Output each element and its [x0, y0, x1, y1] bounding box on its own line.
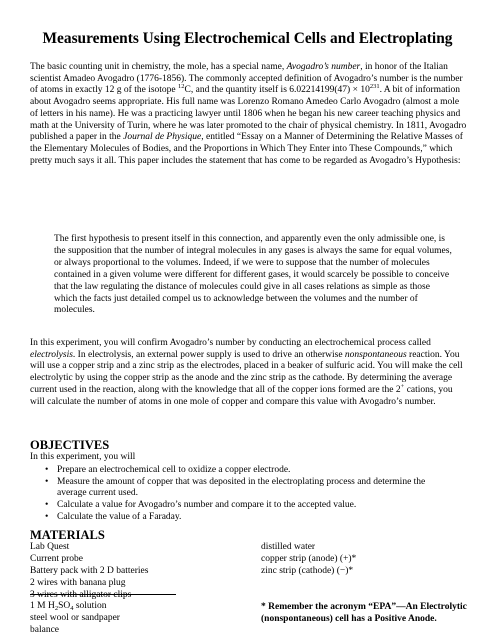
acid-subscript-1: 2 — [54, 605, 59, 613]
objective-text: Measure the amount of copper that was deposited in the electroplating process and determine the average current used. — [57, 476, 426, 499]
quote-text: The first hypothesis to present itself in this connection, and apparently even the only admissible one, is the supposition that the number of integral molecules in any gases is always the same for equal volumes, or always proportional to the volumes. Indeed, if we were to suppose that the number of molecules contained in a given volume were different for different gases, it would scarcely be possible to conceive that the law regulating the distance of molecules could give in all cases relations as simple as those which the facts just detailed compel us to acknowledge between the volumes and the number of molecules. — [54, 234, 452, 316]
list-item — [30, 465, 455, 477]
avogadro-term: Avogadro’s number — [286, 62, 361, 72]
list-item: steel wool or sandpaper — [30, 613, 120, 624]
list-item — [30, 601, 148, 613]
list-item: Battery pack with 2 D batteries — [30, 565, 149, 576]
list-item: 3 wires with alligator clips — [30, 589, 132, 600]
experiment-text-4: cations, you will calculate the number of atoms in one mole of copper and compare this value with Avogadro’s number. — [30, 384, 453, 407]
materials-heading: MATERIALS — [30, 528, 105, 542]
experiment-paragraph — [30, 338, 468, 408]
acid-text-2: SO — [58, 601, 71, 612]
intro-paragraph — [30, 62, 468, 167]
objectives-list — [30, 465, 455, 524]
list-item — [30, 477, 455, 500]
footnote-marker[interactable]: 1 — [376, 83, 380, 91]
list-item: 2 wires with banana plug — [30, 577, 126, 588]
materials-right-column — [261, 542, 356, 578]
footnote-separator — [30, 594, 176, 595]
acid-text-1: 1 M H — [30, 601, 55, 612]
isotope-superscript: 12 — [178, 83, 185, 91]
experiment-text-2: . In electrolysis, an external power supply is used to drive an otherwise — [72, 349, 345, 360]
list-item: distilled water — [261, 542, 316, 552]
intro-text-2: , in honor of the Italian scientist Amadeo Avogadro (1776-1856). The commonly accepted definition of Avogadro’s number is the number of atoms in exactly 12 g of the isotope — [30, 62, 463, 96]
page-title: Measurements Using Electrochemical Cells and Electroplating — [42, 30, 453, 47]
list-item: Current probe — [30, 553, 84, 564]
objective-text: Calculate a value for Avogadro’s number and compare it to the accepted value. — [57, 500, 357, 511]
list-item: Lab Quest — [30, 542, 70, 552]
acid-subscript-2: 4 — [70, 605, 74, 613]
experiment-text-1: In this experiment, you will confirm Avogadro’s number by conducting an electrochemical process called — [30, 338, 431, 348]
acid-text-3: solution — [73, 601, 107, 612]
experiment-text-3: reaction. You will use a copper strip and a zinc strip as the electrodes, placed in a beaker of sulfuric acid. You will make the cell electrolytic by using the copper strip as the anode and the zinc strip as the cathode. By determining the average current used in the reaction, along with the knowledge that all of the copper ions formed are the 2 — [30, 349, 463, 395]
bullet-icon: • — [45, 476, 49, 487]
bullet-icon: • — [45, 511, 49, 522]
list-item: balance — [30, 625, 60, 636]
hypothesis-quote — [54, 234, 454, 317]
intro-text-4: . A bit of information about Avogadro seems appropriate. His full name was Lorenzo Romano Amedeo Carlo Avogadro (almost a mole of letters in his name). He was a practicing lawyer until 1806 when he began his new career teaching physics and math at the University of Turin, where he was later promoted to the chair of physical chemistry. In 1811, Avogadro published a paper in the — [30, 85, 467, 143]
objective-text: Calculate the value of a Faraday. — [57, 511, 182, 522]
objective-text: Prepare an electrochemical cell to oxidize a copper electrode. — [57, 465, 291, 475]
list-item: zinc strip (cathode) (−)* — [261, 565, 354, 576]
intro-text-5: , entitled “Essay on a Manner of Determining the Relative Masses of the Elementary Molecules of Bodies, and the Proportions in Which They Enter into These Compounds,” which pretty much says it all. This paper includes the statement that has come to be regarded as Avogadro’s Hypothesis: — [30, 132, 463, 166]
exponent-superscript: 23 — [369, 83, 377, 91]
objectives-heading: OBJECTIVES — [30, 438, 110, 452]
charge-superscript: + — [400, 382, 405, 390]
intro-text-1: The basic counting unit in chemistry, the mole, has a special name, — [30, 62, 287, 72]
list-item — [30, 512, 455, 524]
epa-note: * Remember the acronym “EPA”—An Electrolytic (nonspontaneous) cell has a Positive Anode. — [261, 602, 467, 624]
materials-left-column — [30, 542, 148, 637]
bullet-icon: • — [45, 500, 49, 511]
list-item: copper strip (anode) (+)* — [261, 553, 357, 564]
intro-text-3: C, and the quantity itself is 6.02214199(47) × 10 — [184, 85, 370, 96]
journal-title: Journal de Physique — [123, 132, 202, 143]
objectives-intro: In this experiment, you will — [30, 452, 136, 462]
bullet-icon: • — [45, 465, 49, 475]
nonspontaneous-term: nonspontaneous — [344, 349, 407, 360]
electrolysis-term: electrolysis — [30, 349, 73, 360]
list-item — [30, 500, 455, 512]
